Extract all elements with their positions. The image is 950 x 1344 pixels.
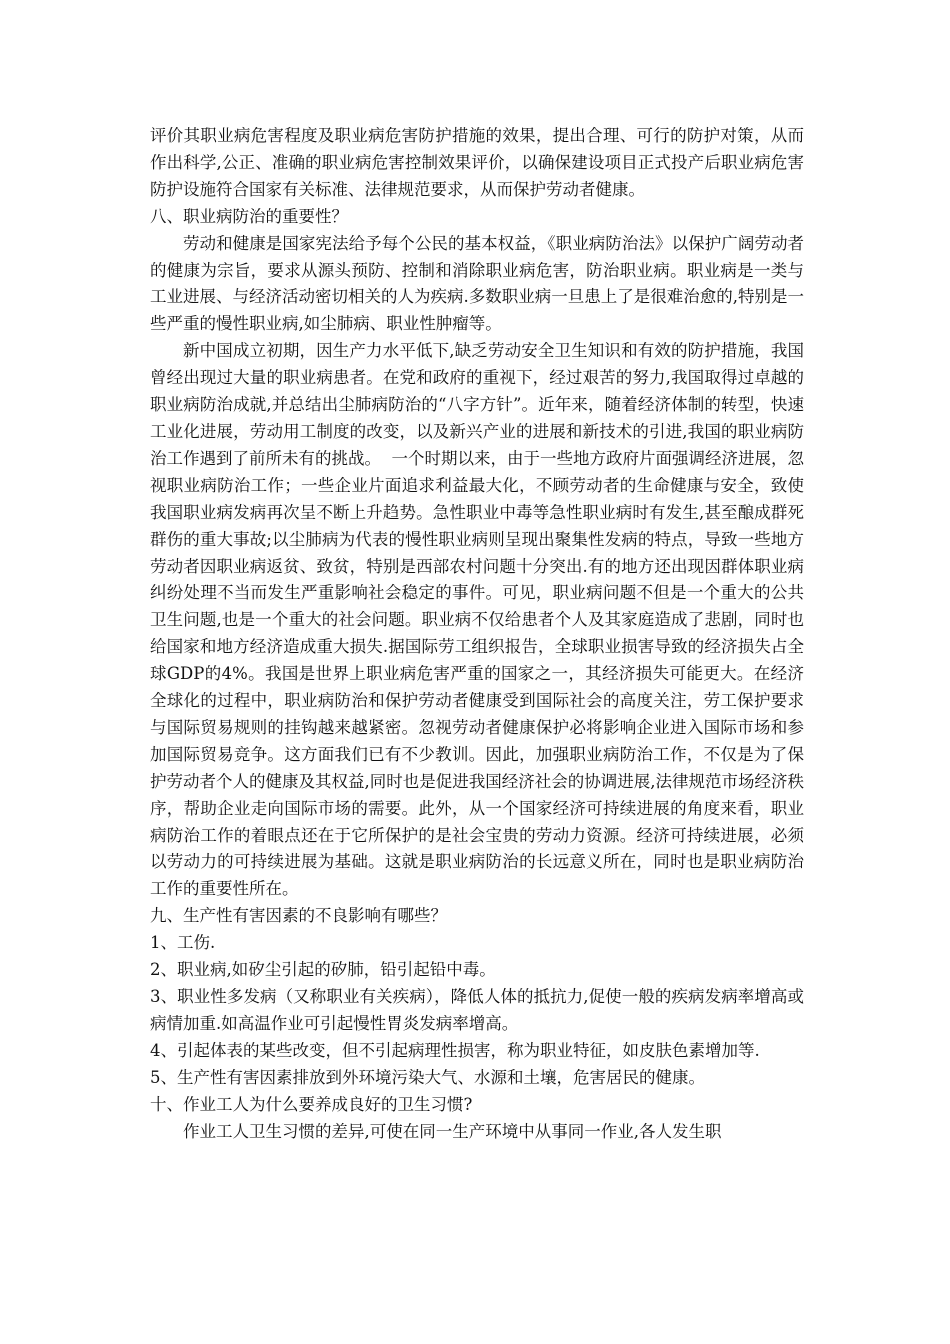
paragraph-labor-health-rights: 劳动和健康是国家宪法给予每个公民的基本权益，《职业病防治法》以保护广阔劳动者的健康为宗旨，要求从源头预防、控制和消除职业病危害，防治职业病。职业病是一类与工业进展、与经济活动密切相关的人为疾病.多数职业病一旦患上了是很难治愈的,特别是一些严重的慢性职业病,如尘肺病、职业性肿瘤等。 [150,233,804,334]
paragraph-evaluation-continued: 评价其职业病危害程度及职业病危害防护措施的效果，提出合理、可行的防护对策，从而作出科学,公正、准确的职业病危害控制效果评价，以确保建设项目正式投产后职业病危害防护设施符合国家有关标准、法律规范要求，从而保护劳动者健康。 [150,126,804,199]
paragraph-history-and-importance: 新中国成立初期，因生产力水平低下,缺乏劳动安全卫生知识和有效的防护措施，我国曾经出现过大量的职业病患者。在党和政府的重视下，经过艰苦的努力,我国取得过卓越的职业病防治成就,并总结出尘肺病防治的“八字方针”。近年来，随着经济体制的转型，快速工业化进展，劳动用工制度的改变，以及新兴产业的进展和新技术的引进,我国的职业病防治工作遇到了前所未有的挑战。 一个时期以来，由于一些地方政府片面强调经济进展，忽视职业病防治工作；一些企业片面追求利益最大化，不顾劳动者的生命健康与安全，致使我国职业病发病再次呈不断上升趋势。急性职业中毒等急性职业病时有发生,甚至酿成群死群伤的重大事故;以尘肺病为代表的慢性职业病则呈现出聚集性发病的特点，导致一些地方劳动者因职业病返贫、致贫，特别是西部农村问题十分突出.有的地方还出现因群体职业病纠纷处理不当而发生严重影响社会稳定的事件。可见，职业病问题不但是一个重大的公共卫生问题,也是一个重大的社会问题。职业病不仅给患者个人及其家庭造成了悲剧，同时也给国家和地方经济造成重大损失.据国际劳工组织报告，全球职业损害导致的经济损失占全球GDP的4%。我国是世界上职业病危害严重的国家之一，其经济损失可能更大。在经济全球化的过程中，职业病防治和保护劳动者健康受到国际社会的高度关注，劳工保护要求与国际贸易规则的挂钩越来越紧密。忽视劳动者健康保护必将影响企业进入国际市场和参加国际贸易竞争。这方面我们已有不少教训。因此，加强职业病防治工作，不仅是为了保护劳动者个人的健康及其权益,同时也是促进我国经济社会的协调进展,法律规范市场经济秩序，帮助企业走向国际市场的需要。此外，从一个国家经济可持续进展的角度来看，职业病防治工作的着眼点还在于它所保护的是社会宝贵的劳动力资源。经济可持续进展，必须以劳动力的可持续进展为基础。这就是职业病防治的长远意义所在，同时也是职业病防治工作的重要性所在。 [150,341,804,899]
list-item-2: 2、职业病,如矽尘引起的矽肺，铅引起铅中毒。 [150,960,496,980]
heading-section-8: 八、职业病防治的重要性？ [150,206,348,226]
paragraph-hygiene-habits: 作业工人卫生习惯的差异,可使在同一生产环境中从事同一作业,各人发生职 [183,1121,722,1141]
document-page [150,123,804,1145]
list-item-5: 5、生产性有害因素排放到外环境污染大气、水源和土壤，危害居民的健康。 [150,1067,705,1087]
heading-section-10: 十、作业工人为什么要养成良好的卫生习惯? [150,1094,473,1114]
heading-section-9: 九、生产性有害因素的不良影响有哪些？ [150,906,447,926]
list-item-4: 4、引起体表的某些改变，但不引起病理性损害，称为职业特征，如皮肤色素增加等. [150,1040,760,1060]
list-item-3: 3、职业性多发病（又称职业有关疾病），降低人体的抵抗力,促使一般的疾病发病率增高或病情加重.如高温作业可引起慢性胃炎发病率增高。 [150,987,804,1033]
list-item-1: 1、工伤. [150,933,216,953]
